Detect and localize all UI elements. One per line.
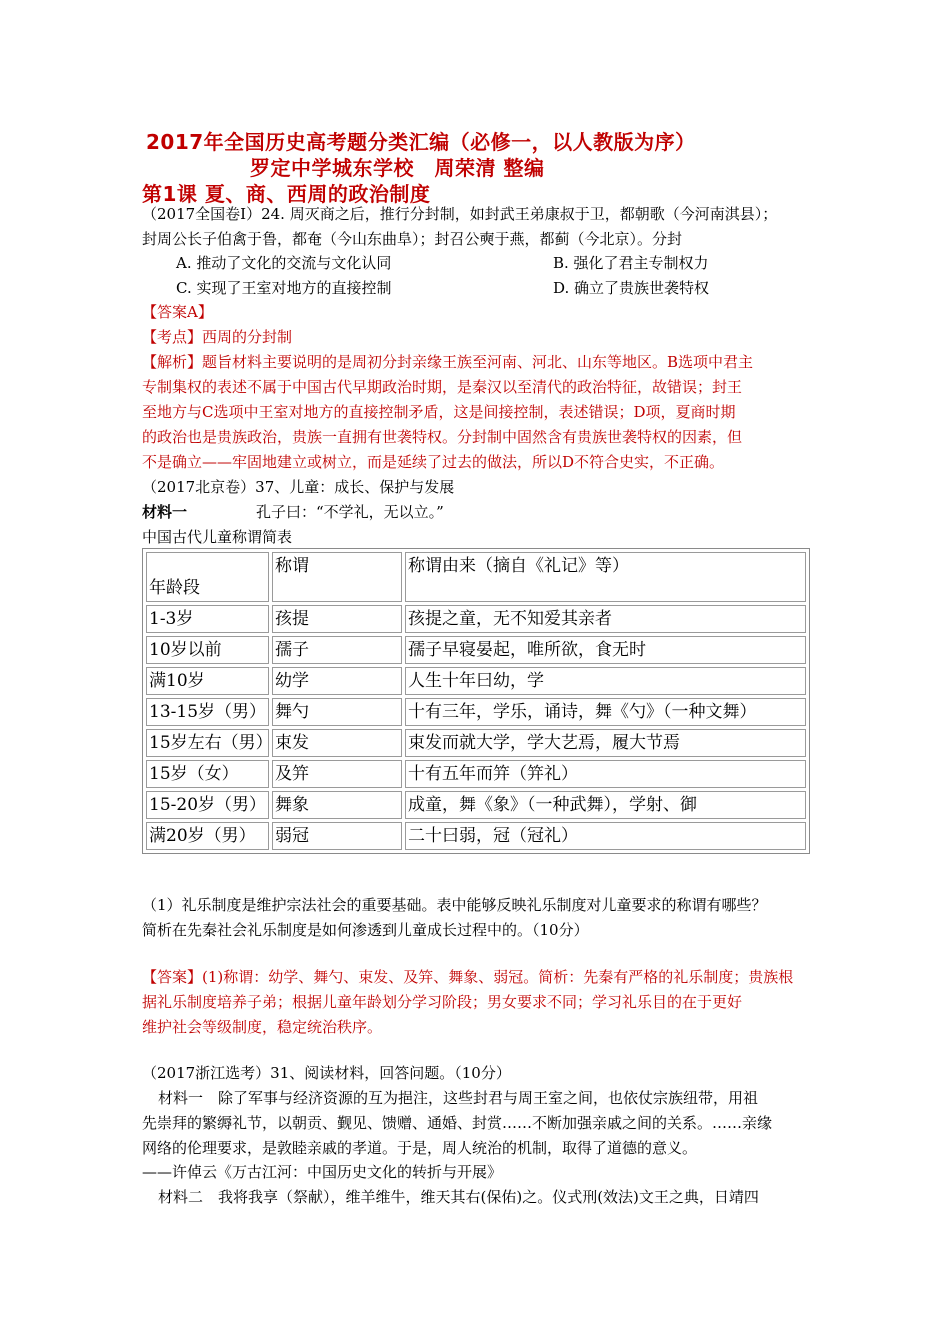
row-origin: 孺子早寝晏起，唯所欲，食无时	[405, 636, 806, 664]
table-row	[146, 791, 806, 819]
row-title: 舞勺	[272, 698, 402, 726]
table-row	[146, 760, 806, 788]
row-title: 孩提	[272, 605, 402, 633]
table-row	[146, 729, 806, 757]
q3-material1-line1: 材料一 除了军事与经济资源的互为挹注，这些封君与周王室之间，也依仗宗族纽带，用祖	[158, 1089, 759, 1107]
row-age: 15岁（女）	[146, 760, 269, 788]
q1-option-c: C. 实现了王室对地方的直接控制	[176, 279, 392, 297]
row-age: 1-3岁	[146, 605, 269, 633]
q2-question-line1: （1）礼乐制度是维护宗法社会的重要基础。表中能够反映礼乐制度对儿童要求的称谓有哪些？	[142, 896, 767, 914]
row-age: 15岁左右（男）	[146, 729, 269, 757]
row-origin: 十有五年而笄（笄礼）	[405, 760, 806, 788]
row-age: 满20岁（男）	[146, 822, 269, 850]
q1-kaodian: 【考点】西周的分封制	[142, 328, 293, 346]
table-header-row	[146, 552, 806, 602]
q1-option-a: A. 推动了文化的交流与文化认同	[176, 254, 392, 272]
header-title: 称谓	[272, 552, 402, 602]
row-age: 满10岁	[146, 667, 269, 695]
table-row	[146, 667, 806, 695]
lesson-title: 第1课 夏、商、西周的政治制度	[142, 182, 431, 206]
row-title: 孺子	[272, 636, 402, 664]
q1-jiexi-line1: 【解析】题旨材料主要说明的是周初分封亲缘王族至河南、河北、山东等地区。B选项中君主	[142, 353, 754, 371]
row-origin: 孩提之童，无不知爱其亲者	[405, 605, 806, 633]
q1-option-b: B. 强化了君主专制权力	[553, 254, 709, 272]
row-title: 幼学	[272, 667, 402, 695]
row-title: 舞象	[272, 791, 402, 819]
row-origin: 束发而就大学，学大艺焉，履大节焉	[405, 729, 806, 757]
q1-jiexi-line4: 的政治也是贵族政治，贵族一直拥有世袭特权。分封制中固然含有贵族世袭特权的因素，但	[142, 428, 743, 446]
q1-jiexi-line5: 不是确立——牢固地建立或树立，而是延续了过去的做法，所以D不符合史实，不正确。	[142, 453, 725, 471]
q2-answer-line3: 维护社会等级制度，稳定统治秩序。	[142, 1018, 383, 1036]
table-row	[146, 698, 806, 726]
row-origin: 二十曰弱，冠（冠礼）	[405, 822, 806, 850]
row-age: 10岁以前	[146, 636, 269, 664]
q3-material2-line1: 材料二 我将我享（祭献），维羊维牛，维天其右(保佑)之。仪式刑(效法)文王之典，日靖四	[158, 1188, 759, 1206]
row-origin: 十有三年，学乐，诵诗，舞《勺》（一种文舞）	[405, 698, 806, 726]
row-origin: 成童，舞《象》（一种武舞），学射、御	[405, 791, 806, 819]
q1-stem-line2: 封周公长子伯禽于鲁，都奄（今山东曲阜）；封召公奭于燕，都蓟（今北京）。分封	[142, 230, 683, 248]
q1-jiexi-line3: 至地方与C选项中王室对地方的直接控制矛盾，这是间接控制，表述错误；D项，夏商时期	[142, 403, 736, 421]
q3-material1-source: ——许倬云《万古江河：中国历史文化的转折与开展》	[142, 1163, 503, 1181]
q2-material1-label: 材料一	[142, 503, 188, 521]
row-title: 及笄	[272, 760, 402, 788]
table-row	[146, 636, 806, 664]
q2-question-line2: 简析在先秦社会礼乐制度是如何渗透到儿童成长过程中的。（10分）	[142, 921, 589, 939]
q2-material1-text: 孔子曰：“不学礼，无以立。”	[256, 503, 444, 521]
document-title: 2017年全国历史高考题分类汇编（必修一，以人教版为序）	[146, 130, 696, 154]
q3-heading: （2017浙江选考）31、阅读材料，回答问题。（10分）	[142, 1064, 511, 1082]
table-caption: 中国古代儿童称谓简表	[142, 528, 293, 546]
table-row	[146, 822, 806, 850]
row-age: 13-15岁（男）	[146, 698, 269, 726]
q2-heading: （2017北京卷）37、儿童：成长、保护与发展	[142, 478, 455, 496]
row-age: 15-20岁（男）	[146, 791, 269, 819]
header-origin: 称谓由来（摘自《礼记》等）	[405, 552, 806, 602]
q1-jiexi-line2: 专制集权的表述不属于中国古代早期政治时期，是秦汉以至清代的政治特征，故错误；封王	[142, 378, 743, 396]
row-title: 弱冠	[272, 822, 402, 850]
q3-material1-line3: 网络的伦理要求，是敦睦亲戚的孝道。于是，周人统治的机制，取得了道德的意义。	[142, 1139, 698, 1157]
q1-option-d: D. 确立了贵族世袭特权	[553, 279, 710, 297]
q2-answer-line1: 【答案】(1)称谓：幼学、舞勺、束发、及笄、舞象、弱冠。简析：先秦有严格的礼乐制度；贵族根	[142, 968, 794, 986]
table-row	[146, 605, 806, 633]
row-title: 束发	[272, 729, 402, 757]
q1-stem-line1: （2017全国卷Ⅰ）24. 周灭商之后，推行分封制，如封武王弟康叔于卫，都朝歌（今河南淇县）；	[142, 205, 778, 223]
q2-answer-line2: 据礼乐制度培养子弟；根据儿童年龄划分学习阶段；男女要求不同；学习礼乐目的在于更好	[142, 993, 743, 1011]
document-subtitle: 罗定中学城东学校 周荣清 整编	[250, 156, 545, 180]
row-origin: 人生十年曰幼，学	[405, 667, 806, 695]
q1-answer: 【答案A】	[142, 303, 213, 321]
q3-material1-line2: 先崇拜的繁缛礼节，以朝贡、觐见、馈赠、通婚、封赏……不断加强亲戚之间的关系。……亲缘	[142, 1114, 773, 1132]
children-title-table	[142, 548, 810, 854]
header-age: 年龄段	[146, 552, 269, 602]
